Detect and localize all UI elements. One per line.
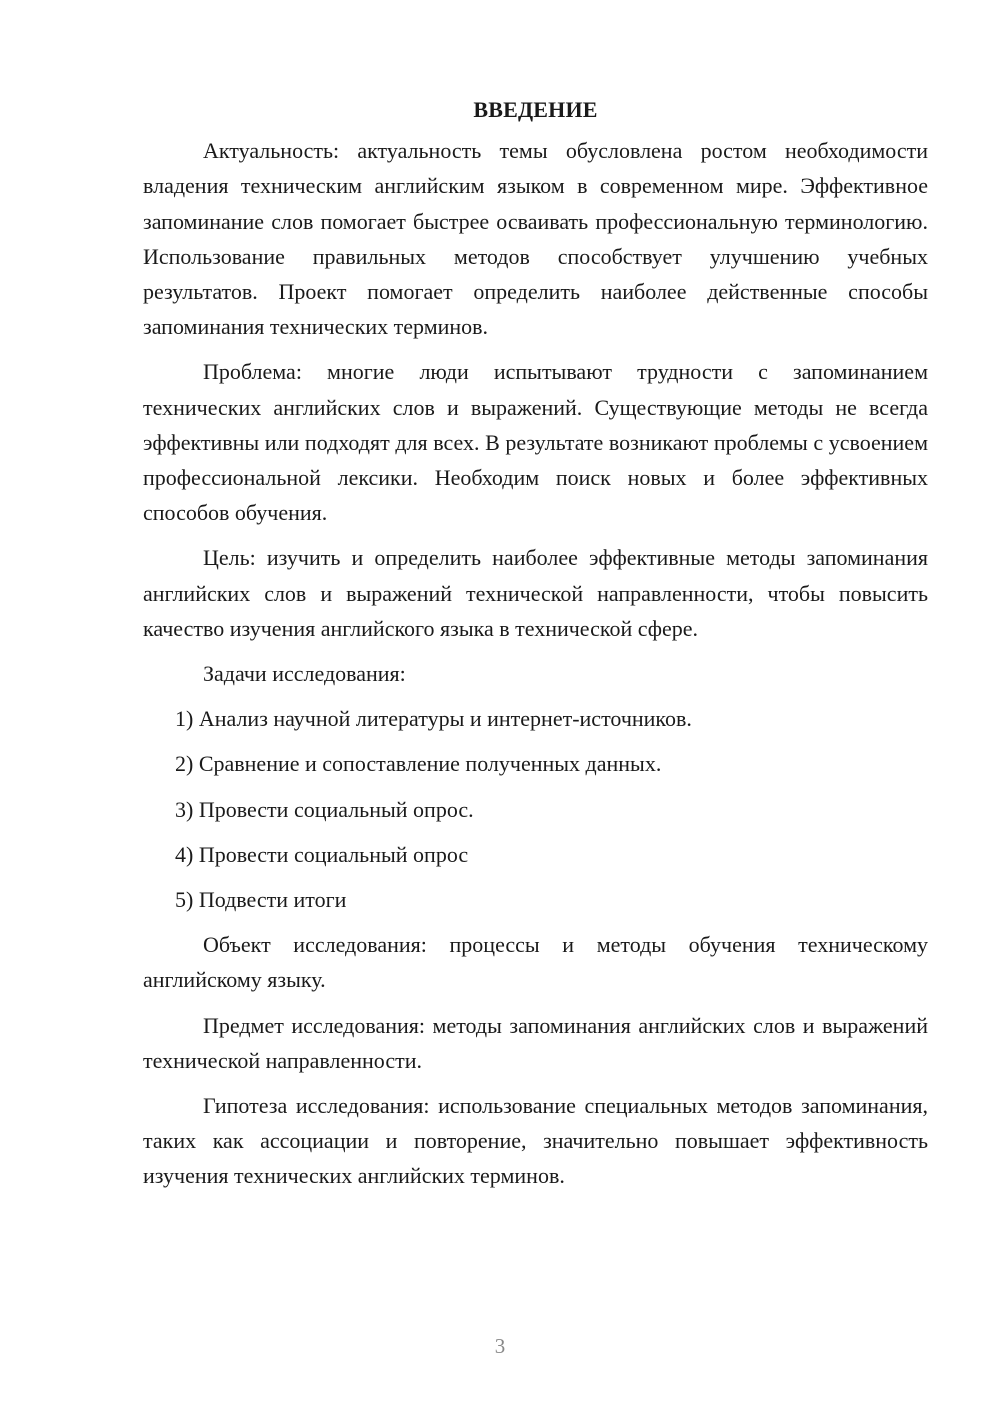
list-item: 5) Подвести итоги: [175, 887, 347, 913]
page-title: ВВЕДЕНИЕ: [473, 97, 598, 122]
tasks-title: Задачи исследования:: [203, 661, 406, 687]
tasks-list: [143, 701, 928, 917]
relevance-paragraph: Актуальность: актуальность темы обусловлена ростом необходимости владения техническим английским языком в современном мире. Эффективное запоминание слов помогает быстрее осваивать профессиональную терминологию. Использование правильных методов способствует улучшению учебных результатов. Проект помогает определить наиболее действенные способы запоминания технических терминов.: [143, 138, 928, 340]
subject-paragraph: Предмет исследования: методы запоминания английских слов и выражений технической направленности.: [143, 1012, 928, 1073]
list-item: 1) Анализ научной литературы и интернет-источников.: [175, 706, 692, 732]
object-paragraph: Объект исследования: процессы и методы обучения техническому английскому языку.: [143, 932, 928, 993]
list-item: 2) Сравнение и сопоставление полученных данных.: [175, 751, 662, 777]
page-number: 3: [494, 1334, 506, 1358]
goal-paragraph: Цель: изучить и определить наиболее эффективные методы запоминания английских слов и выражений технической направленности, чтобы повысить качество изучения английского языка в технической сфере.: [143, 545, 928, 641]
hypothesis-paragraph: Гипотеза исследования: использование специальных методов запоминания, таких как ассоциации и повторение, значительно повышает эффективность изучения технических английских терминов.: [143, 1093, 928, 1189]
document-page: [143, 92, 928, 1204]
problem-paragraph: Проблема: многие люди испытывают трудности с запоминанием технических английских слов и выражений. Существующие методы не всегда эффективны или подходят для всех. В результате возникают проблемы с усвоением профессиональной лексики. Необходим поиск новых и более эффективных способов обучения.: [143, 359, 928, 526]
list-item: 3) Провести социальный опрос.: [175, 796, 474, 822]
list-item: 4) Провести социальный опрос: [175, 841, 469, 867]
